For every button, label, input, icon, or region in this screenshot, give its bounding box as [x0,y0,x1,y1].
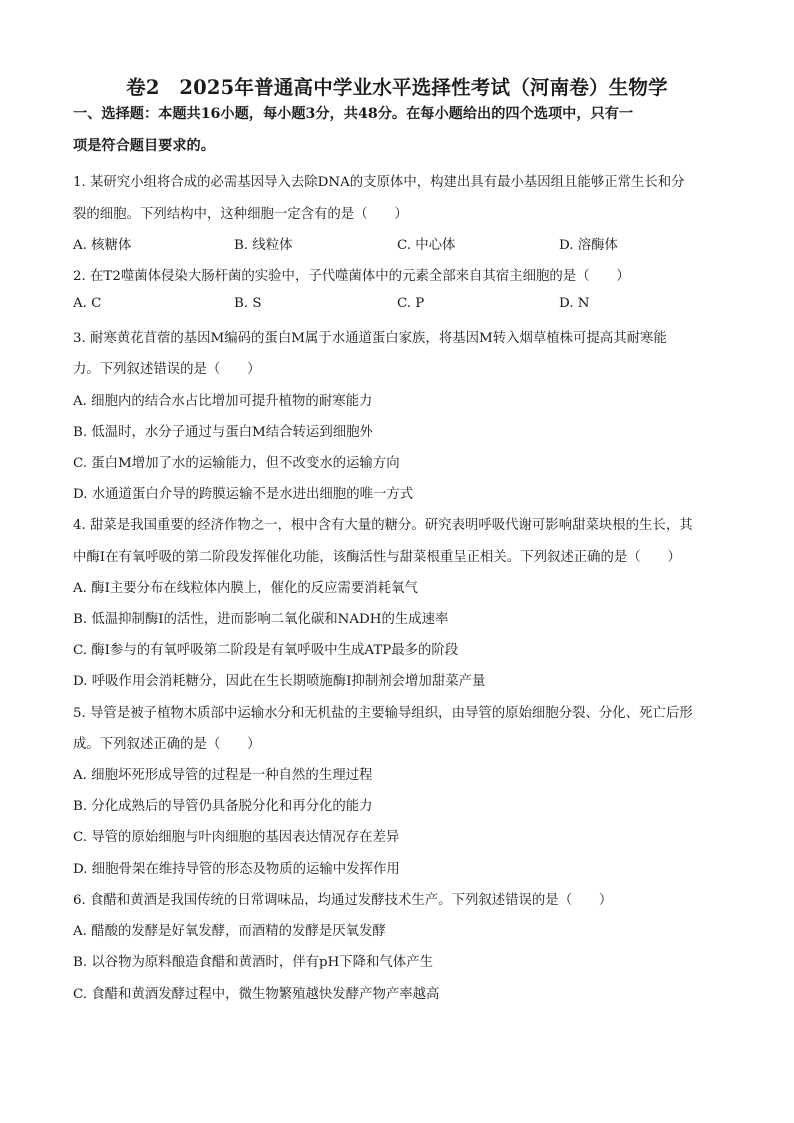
option-a: A. 细胞坏死形成导管的过程是一种自然的生理过程 [73,768,373,783]
question-stem-line: 中酶Ⅰ在有氧呼吸的第二阶段发挥催化功能，该酶活性与甜菜根重呈正相关。下列叙述正确的是（ ） [73,550,681,565]
option-c: C. 导管的原始细胞与叶肉细胞的基因表达情况存在差异 [73,830,400,845]
question-stem-line: 6. 食醋和黄酒是我国传统的日常调味品，均通过发酵技术生产。下列叙述错误的是（ ） [73,893,613,908]
option-d: D. 呼吸作用会消耗糖分，因此在生长期喷施酶Ⅰ抑制剂会增加甜菜产量 [73,674,486,689]
option-b: B. S [234,296,262,311]
question-stem-line: 5. 导管是被子植物木质部中运输水分和无机盐的主要输导组织，由导管的原始细胞分裂、分化、死亡后形 [73,706,693,721]
option-a: A. 细胞内的结合水占比增加可提升植物的耐寒能力 [73,394,373,409]
option-d: D. 溶酶体 [559,238,618,253]
option-b: B. 低温抑制酶Ⅰ的活性，进而影响二氧化碳和NADH的生成速率 [73,612,449,627]
question-stem-line: 力。下列叙述错误的是（ ） [73,362,261,377]
option-a: A. 核糖体 [73,238,132,253]
section-instruction-line-1: 一、选择题：本题共16小题，每小题3分，共48分。在每小题给出的四个选项中，只有一 [73,106,634,122]
option-c: C. 食醋和黄酒发酵过程中，微生物繁殖越快发酵产物产率越高 [73,987,440,1002]
option-c: C. 酶Ⅰ参与的有氧呼吸第二阶段是有氧呼吸中生成ATP最多的阶段 [73,643,459,658]
option-a: A. 醋酸的发酵是好氧发酵，而酒精的发酵是厌氧发酵 [73,924,386,939]
option-b: B. 分化成熟后的导管仍具备脱分化和再分化的能力 [73,799,373,814]
option-d: D. N [559,296,590,311]
question-stem-line: 裂的细胞。下列结构中，这种细胞一定含有的是（ ） [73,207,408,222]
question-stem-line: 1. 某研究小组将合成的必需基因导入去除DNA的支原体中，构建出具有最小基因组且能够正常生长和分 [73,175,685,190]
section-instruction-line-2: 项是符合题目要求的。 [73,138,215,154]
question-stem-line: 3. 耐寒黄花苜蓿的基因M编码的蛋白M属于水通道蛋白家族，将基因M转入烟草植株可提高其耐寒能 [73,331,667,346]
option-b: B. 线粒体 [234,238,293,253]
option-a: A. 酶Ⅰ主要分布在线粒体内膜上，催化的反应需要消耗氧气 [73,581,418,596]
page-title: 卷2 2025年普通高中学业水平选择性考试（河南卷）生物学 [126,76,668,99]
option-d: D. 细胞骨架在维持导管的形态及物质的运输中发挥作用 [73,862,400,877]
option-b: B. 低温时，水分子通过与蛋白M结合转运到细胞外 [73,425,373,440]
option-d: D. 水通道蛋白介导的跨膜运输不是水进出细胞的唯一方式 [73,487,414,502]
question-stem-line: 成。下列叙述正确的是（ ） [73,737,261,752]
option-c: C. 蛋白M增加了水的运输能力，但不改变水的运输方向 [73,456,400,471]
question-stem-line: 2. 在T2噬菌体侵染大肠杆菌的实验中，子代噬菌体中的元素全部来自其宿主细胞的是（ ） [73,269,630,284]
option-a: A. C [73,296,102,311]
question-stem-line: 4. 甜菜是我国重要的经济作物之一，根中含有大量的糖分。研究表明呼吸代谢可影响甜菜块根的生长，其 [73,518,693,533]
option-c: C. 中心体 [397,238,456,253]
option-c: C. P [397,296,425,311]
option-b: B. 以谷物为原料酿造食醋和黄酒时，伴有pH下降和气体产生 [73,955,433,970]
